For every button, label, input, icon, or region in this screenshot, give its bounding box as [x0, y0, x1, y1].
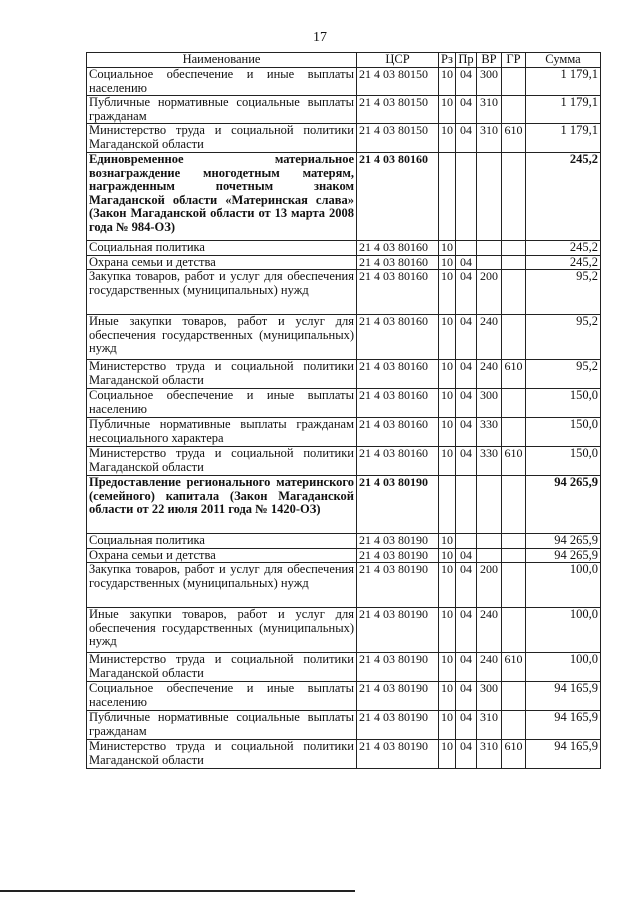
table-row [87, 241, 601, 256]
cell-pr: 04 [456, 389, 477, 418]
cell-rz: 10 [439, 608, 456, 653]
cell-csr: 21 4 03 80150 [357, 124, 439, 153]
cell-rz: 10 [439, 124, 456, 153]
cell-vr: 200 [477, 270, 502, 315]
cell-vr [477, 476, 502, 534]
table-row [87, 476, 601, 534]
cell-sum: 94 265,9 [526, 548, 601, 563]
cell-csr: 21 4 03 80160 [357, 270, 439, 315]
cell-csr: 21 4 03 80160 [357, 315, 439, 360]
cell-vr: 330 [477, 447, 502, 476]
cell-rz: 10 [439, 418, 456, 447]
cell-pr: 04 [456, 548, 477, 563]
cell-csr: 21 4 03 80190 [357, 711, 439, 740]
cell-vr [477, 548, 502, 563]
cell-rz: 10 [439, 255, 456, 270]
cell-gr [502, 476, 526, 534]
cell-sum: 94 265,9 [526, 534, 601, 549]
cell-vr: 240 [477, 608, 502, 653]
cell-name: Социальная политика [87, 241, 357, 256]
table-row [87, 563, 601, 608]
table-row [87, 124, 601, 153]
budget-table [86, 52, 601, 769]
table-row [87, 96, 601, 124]
cell-gr [502, 608, 526, 653]
cell-gr [502, 711, 526, 740]
cell-gr [502, 563, 526, 608]
cell-vr: 300 [477, 68, 502, 96]
cell-pr: 04 [456, 447, 477, 476]
table-body [87, 68, 601, 769]
cell-gr [502, 418, 526, 447]
cell-name: Министерство труда и социальной политики Магаданской области [87, 653, 357, 682]
cell-gr [502, 534, 526, 549]
cell-vr: 330 [477, 418, 502, 447]
cell-csr: 21 4 03 80160 [357, 255, 439, 270]
cell-name: Социальная политика [87, 534, 357, 549]
cell-rz: 10 [439, 563, 456, 608]
cell-gr [502, 315, 526, 360]
cell-sum: 245,2 [526, 241, 601, 256]
cell-rz: 10 [439, 389, 456, 418]
cell-name: Социальное обеспечение и иные выплаты населению [87, 389, 357, 418]
cell-gr: 610 [502, 447, 526, 476]
cell-name: Закупка товаров, работ и услуг для обеспечения государственных (муниципальных) нужд [87, 270, 357, 315]
cell-vr [477, 153, 502, 241]
cell-rz: 10 [439, 682, 456, 711]
table-row [87, 153, 601, 241]
cell-rz: 10 [439, 360, 456, 389]
cell-gr [502, 682, 526, 711]
cell-rz: 10 [439, 315, 456, 360]
cell-rz: 10 [439, 241, 456, 256]
cell-gr [502, 241, 526, 256]
table-row [87, 711, 601, 740]
cell-gr [502, 255, 526, 270]
cell-name: Социальное обеспечение и иные выплаты населению [87, 68, 357, 96]
cell-rz: 10 [439, 447, 456, 476]
cell-sum: 95,2 [526, 360, 601, 389]
cell-pr: 04 [456, 315, 477, 360]
cell-csr: 21 4 03 80160 [357, 418, 439, 447]
table-row [87, 608, 601, 653]
cell-pr: 04 [456, 418, 477, 447]
cell-gr [502, 548, 526, 563]
cell-pr: 04 [456, 255, 477, 270]
cell-sum: 150,0 [526, 447, 601, 476]
table-row [87, 740, 601, 769]
table-row [87, 389, 601, 418]
cell-name: Публичные нормативные социальные выплаты гражданам [87, 96, 357, 124]
cell-sum: 245,2 [526, 255, 601, 270]
page-number: 17 [313, 30, 327, 45]
cell-sum: 1 179,1 [526, 96, 601, 124]
cell-vr: 240 [477, 653, 502, 682]
cell-csr: 21 4 03 80190 [357, 653, 439, 682]
cell-name: Публичные нормативные выплаты гражданам несоциального характера [87, 418, 357, 447]
cell-csr: 21 4 03 80160 [357, 153, 439, 241]
cell-gr: 610 [502, 740, 526, 769]
table-row [87, 447, 601, 476]
table-header-row [87, 53, 601, 68]
cell-rz [439, 476, 456, 534]
cell-csr: 21 4 03 80190 [357, 608, 439, 653]
cell-rz [439, 153, 456, 241]
cell-sum: 150,0 [526, 389, 601, 418]
cell-name: Предоставление регионального материнского (семейного) капитала (Закон Магаданской области от 22 июля 2011 года № 1420-ОЗ) [87, 476, 357, 534]
cell-rz: 10 [439, 534, 456, 549]
cell-gr [502, 68, 526, 96]
table-row [87, 548, 601, 563]
cell-vr: 310 [477, 124, 502, 153]
table-row [87, 68, 601, 96]
cell-vr: 200 [477, 563, 502, 608]
cell-sum: 95,2 [526, 315, 601, 360]
cell-pr [456, 534, 477, 549]
cell-name: Закупка товаров, работ и услуг для обеспечения государственных (муниципальных) нужд [87, 563, 357, 608]
cell-sum: 1 179,1 [526, 68, 601, 96]
cell-vr: 240 [477, 360, 502, 389]
cell-gr: 610 [502, 653, 526, 682]
cell-rz: 10 [439, 711, 456, 740]
cell-csr: 21 4 03 80190 [357, 534, 439, 549]
cell-pr: 04 [456, 608, 477, 653]
cell-name: Охрана семьи и детства [87, 255, 357, 270]
header-name: Наименование [87, 53, 357, 68]
cell-name: Социальное обеспечение и иные выплаты населению [87, 682, 357, 711]
cell-vr: 300 [477, 389, 502, 418]
cell-name: Министерство труда и социальной политики Магаданской области [87, 360, 357, 389]
cell-name: Министерство труда и социальной политики Магаданской области [87, 740, 357, 769]
cell-sum: 1 179,1 [526, 124, 601, 153]
cell-rz: 10 [439, 96, 456, 124]
cell-csr: 21 4 03 80150 [357, 68, 439, 96]
cell-sum: 95,2 [526, 270, 601, 315]
cell-gr [502, 153, 526, 241]
cell-csr: 21 4 03 80190 [357, 563, 439, 608]
header-csr: ЦСР [357, 53, 439, 68]
header-rz: Рз [439, 53, 456, 68]
cell-gr: 610 [502, 124, 526, 153]
header-pr: Пр [456, 53, 477, 68]
cell-name: Единовременное материальное вознаграждение многодетным матерям, награжденным почетным знаком Магаданской области «Материнская слава» (Закон Магаданской области от 13 марта 2008 года № 984-ОЗ) [87, 153, 357, 241]
cell-vr [477, 255, 502, 270]
cell-pr [456, 476, 477, 534]
table-row [87, 315, 601, 360]
cell-name: Министерство труда и социальной политики Магаданской области [87, 124, 357, 153]
cell-vr: 310 [477, 96, 502, 124]
cell-sum: 100,0 [526, 608, 601, 653]
cell-gr [502, 389, 526, 418]
cell-sum: 150,0 [526, 418, 601, 447]
cell-gr [502, 270, 526, 315]
header-sum: Сумма [526, 53, 601, 68]
cell-sum: 100,0 [526, 563, 601, 608]
cell-sum: 245,2 [526, 153, 601, 241]
cell-pr: 04 [456, 653, 477, 682]
cell-name: Охрана семьи и детства [87, 548, 357, 563]
cell-csr: 21 4 03 80160 [357, 241, 439, 256]
cell-csr: 21 4 03 80190 [357, 476, 439, 534]
cell-vr [477, 534, 502, 549]
table-row [87, 418, 601, 447]
cell-sum: 94 265,9 [526, 476, 601, 534]
cell-name: Иные закупки товаров, работ и услуг для обеспечения государственных (муниципальных) нужд [87, 608, 357, 653]
cell-rz: 10 [439, 740, 456, 769]
cell-sum: 94 165,9 [526, 711, 601, 740]
header-gr: ГР [502, 53, 526, 68]
table-row [87, 534, 601, 549]
cell-rz: 10 [439, 270, 456, 315]
cell-rz: 10 [439, 653, 456, 682]
cell-sum: 94 165,9 [526, 682, 601, 711]
cell-csr: 21 4 03 80160 [357, 447, 439, 476]
cell-csr: 21 4 03 80190 [357, 548, 439, 563]
cell-pr: 04 [456, 96, 477, 124]
cell-vr: 310 [477, 740, 502, 769]
cell-vr [477, 241, 502, 256]
cell-pr: 04 [456, 270, 477, 315]
cell-pr: 04 [456, 124, 477, 153]
cell-csr: 21 4 03 80160 [357, 389, 439, 418]
cell-pr [456, 241, 477, 256]
cell-pr: 04 [456, 68, 477, 96]
cell-gr: 610 [502, 360, 526, 389]
cell-pr: 04 [456, 563, 477, 608]
table-row [87, 270, 601, 315]
cell-pr: 04 [456, 740, 477, 769]
cell-csr: 21 4 03 80150 [357, 96, 439, 124]
cell-csr: 21 4 03 80190 [357, 682, 439, 711]
cell-pr: 04 [456, 360, 477, 389]
cell-rz: 10 [439, 548, 456, 563]
cell-sum: 94 165,9 [526, 740, 601, 769]
cell-pr: 04 [456, 711, 477, 740]
cell-pr [456, 153, 477, 241]
cell-sum: 100,0 [526, 653, 601, 682]
cell-csr: 21 4 03 80160 [357, 360, 439, 389]
table-row [87, 255, 601, 270]
cell-rz: 10 [439, 68, 456, 96]
cell-csr: 21 4 03 80190 [357, 740, 439, 769]
cell-vr: 300 [477, 682, 502, 711]
cell-gr [502, 96, 526, 124]
cell-name: Публичные нормативные социальные выплаты гражданам [87, 711, 357, 740]
cell-vr: 240 [477, 315, 502, 360]
cell-name: Иные закупки товаров, работ и услуг для обеспечения государственных (муниципальных) нужд [87, 315, 357, 360]
cell-vr: 310 [477, 711, 502, 740]
header-vr: ВР [477, 53, 502, 68]
table-row [87, 360, 601, 389]
table-row [87, 682, 601, 711]
cell-pr: 04 [456, 682, 477, 711]
table-row [87, 653, 601, 682]
bottom-divider [0, 890, 355, 892]
cell-name: Министерство труда и социальной политики Магаданской области [87, 447, 357, 476]
